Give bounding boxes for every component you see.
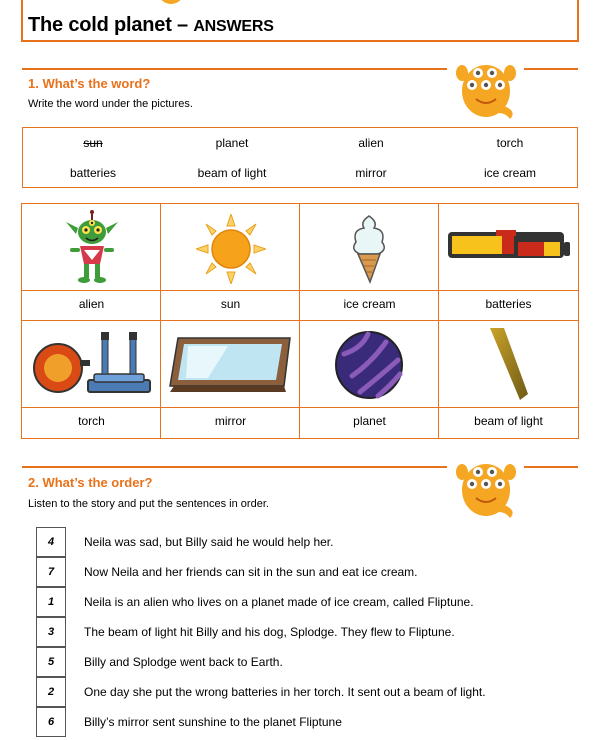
monster-mascot-icon	[450, 55, 522, 121]
order-number: 7	[36, 557, 66, 587]
word-bank-item: alien	[358, 136, 384, 150]
section1-rule-right	[524, 68, 578, 70]
title-main: The cold planet –	[28, 14, 188, 36]
ice-cream-icon	[344, 212, 394, 284]
order-sentence: Billy and Splodge went back to Earth.	[84, 655, 283, 669]
picture-label: sun	[220, 297, 241, 311]
order-row	[36, 707, 576, 737]
picture-label: mirror	[214, 414, 247, 428]
order-number: 2	[36, 677, 66, 707]
word-bank-item: beam of light	[197, 166, 267, 180]
order-sentence: Neila was sad, but Billy said he would help her.	[84, 535, 334, 549]
order-number: 4	[36, 527, 66, 557]
picture-label: torch	[78, 414, 105, 428]
alien-icon	[66, 210, 118, 286]
section1-heading: 1. What’s the word?	[28, 76, 151, 91]
order-row	[36, 587, 576, 617]
word-bank-item: planet	[215, 136, 249, 150]
torch-icon	[30, 330, 156, 400]
section1-instruction: Write the word under the pictures.	[28, 98, 193, 110]
word-bank	[22, 127, 578, 188]
mirror-icon	[168, 334, 294, 392]
header-border-right	[577, 0, 579, 42]
batteries-icon	[446, 226, 572, 266]
header-border-left	[21, 0, 23, 42]
order-row	[36, 527, 576, 557]
section2-rule-left	[22, 466, 447, 468]
order-row	[36, 677, 576, 707]
picture-label: alien	[78, 297, 105, 311]
title-answers: ANSWERS	[193, 18, 274, 35]
word-bank-item: ice cream	[483, 166, 536, 180]
beam-of-light-icon	[488, 326, 532, 402]
title-divider	[22, 40, 578, 42]
order-sentence: Billy’s mirror sent sunshine to the planet Fliptune	[84, 715, 342, 729]
section2-heading: 2. What’s the order?	[28, 475, 153, 490]
picture-label: planet	[353, 414, 386, 428]
order-number: 3	[36, 617, 66, 647]
order-number: 6	[36, 707, 66, 737]
order-number: 5	[36, 647, 66, 677]
monster-mascot-icon	[450, 454, 522, 520]
order-sentence: One day she put the wrong batteries in her torch. It sent out a beam of light.	[84, 685, 486, 699]
word-bank-item: batteries	[69, 166, 117, 180]
order-row	[36, 557, 576, 587]
word-bank-item: mirror	[355, 166, 387, 180]
picture-label: beam of light	[474, 414, 543, 428]
planet-icon	[332, 328, 406, 402]
section2-rule-right	[524, 466, 578, 468]
order-row	[36, 647, 576, 677]
word-bank-item: sun	[83, 136, 103, 150]
order-sentence: The beam of light hit Billy and his dog, Splodge. They flew to Fliptune.	[84, 625, 455, 639]
picture-label: ice cream	[343, 297, 396, 311]
order-sentence: Neila is an alien who lives on a planet made of ice cream, called Fliptune.	[84, 595, 474, 609]
order-row	[36, 617, 576, 647]
word-bank-item: torch	[496, 136, 524, 150]
sun-icon	[196, 214, 266, 284]
order-number: 1	[36, 587, 66, 617]
section1-rule-left	[22, 68, 447, 70]
page-title	[28, 14, 274, 37]
header-decoration	[158, 0, 184, 4]
picture-label: batteries	[485, 297, 532, 311]
picture-grid	[21, 203, 579, 439]
section2-instruction: Listen to the story and put the sentences in order.	[28, 498, 269, 510]
order-sentence: Now Neila and her friends can sit in the sun and eat ice cream.	[84, 565, 418, 579]
